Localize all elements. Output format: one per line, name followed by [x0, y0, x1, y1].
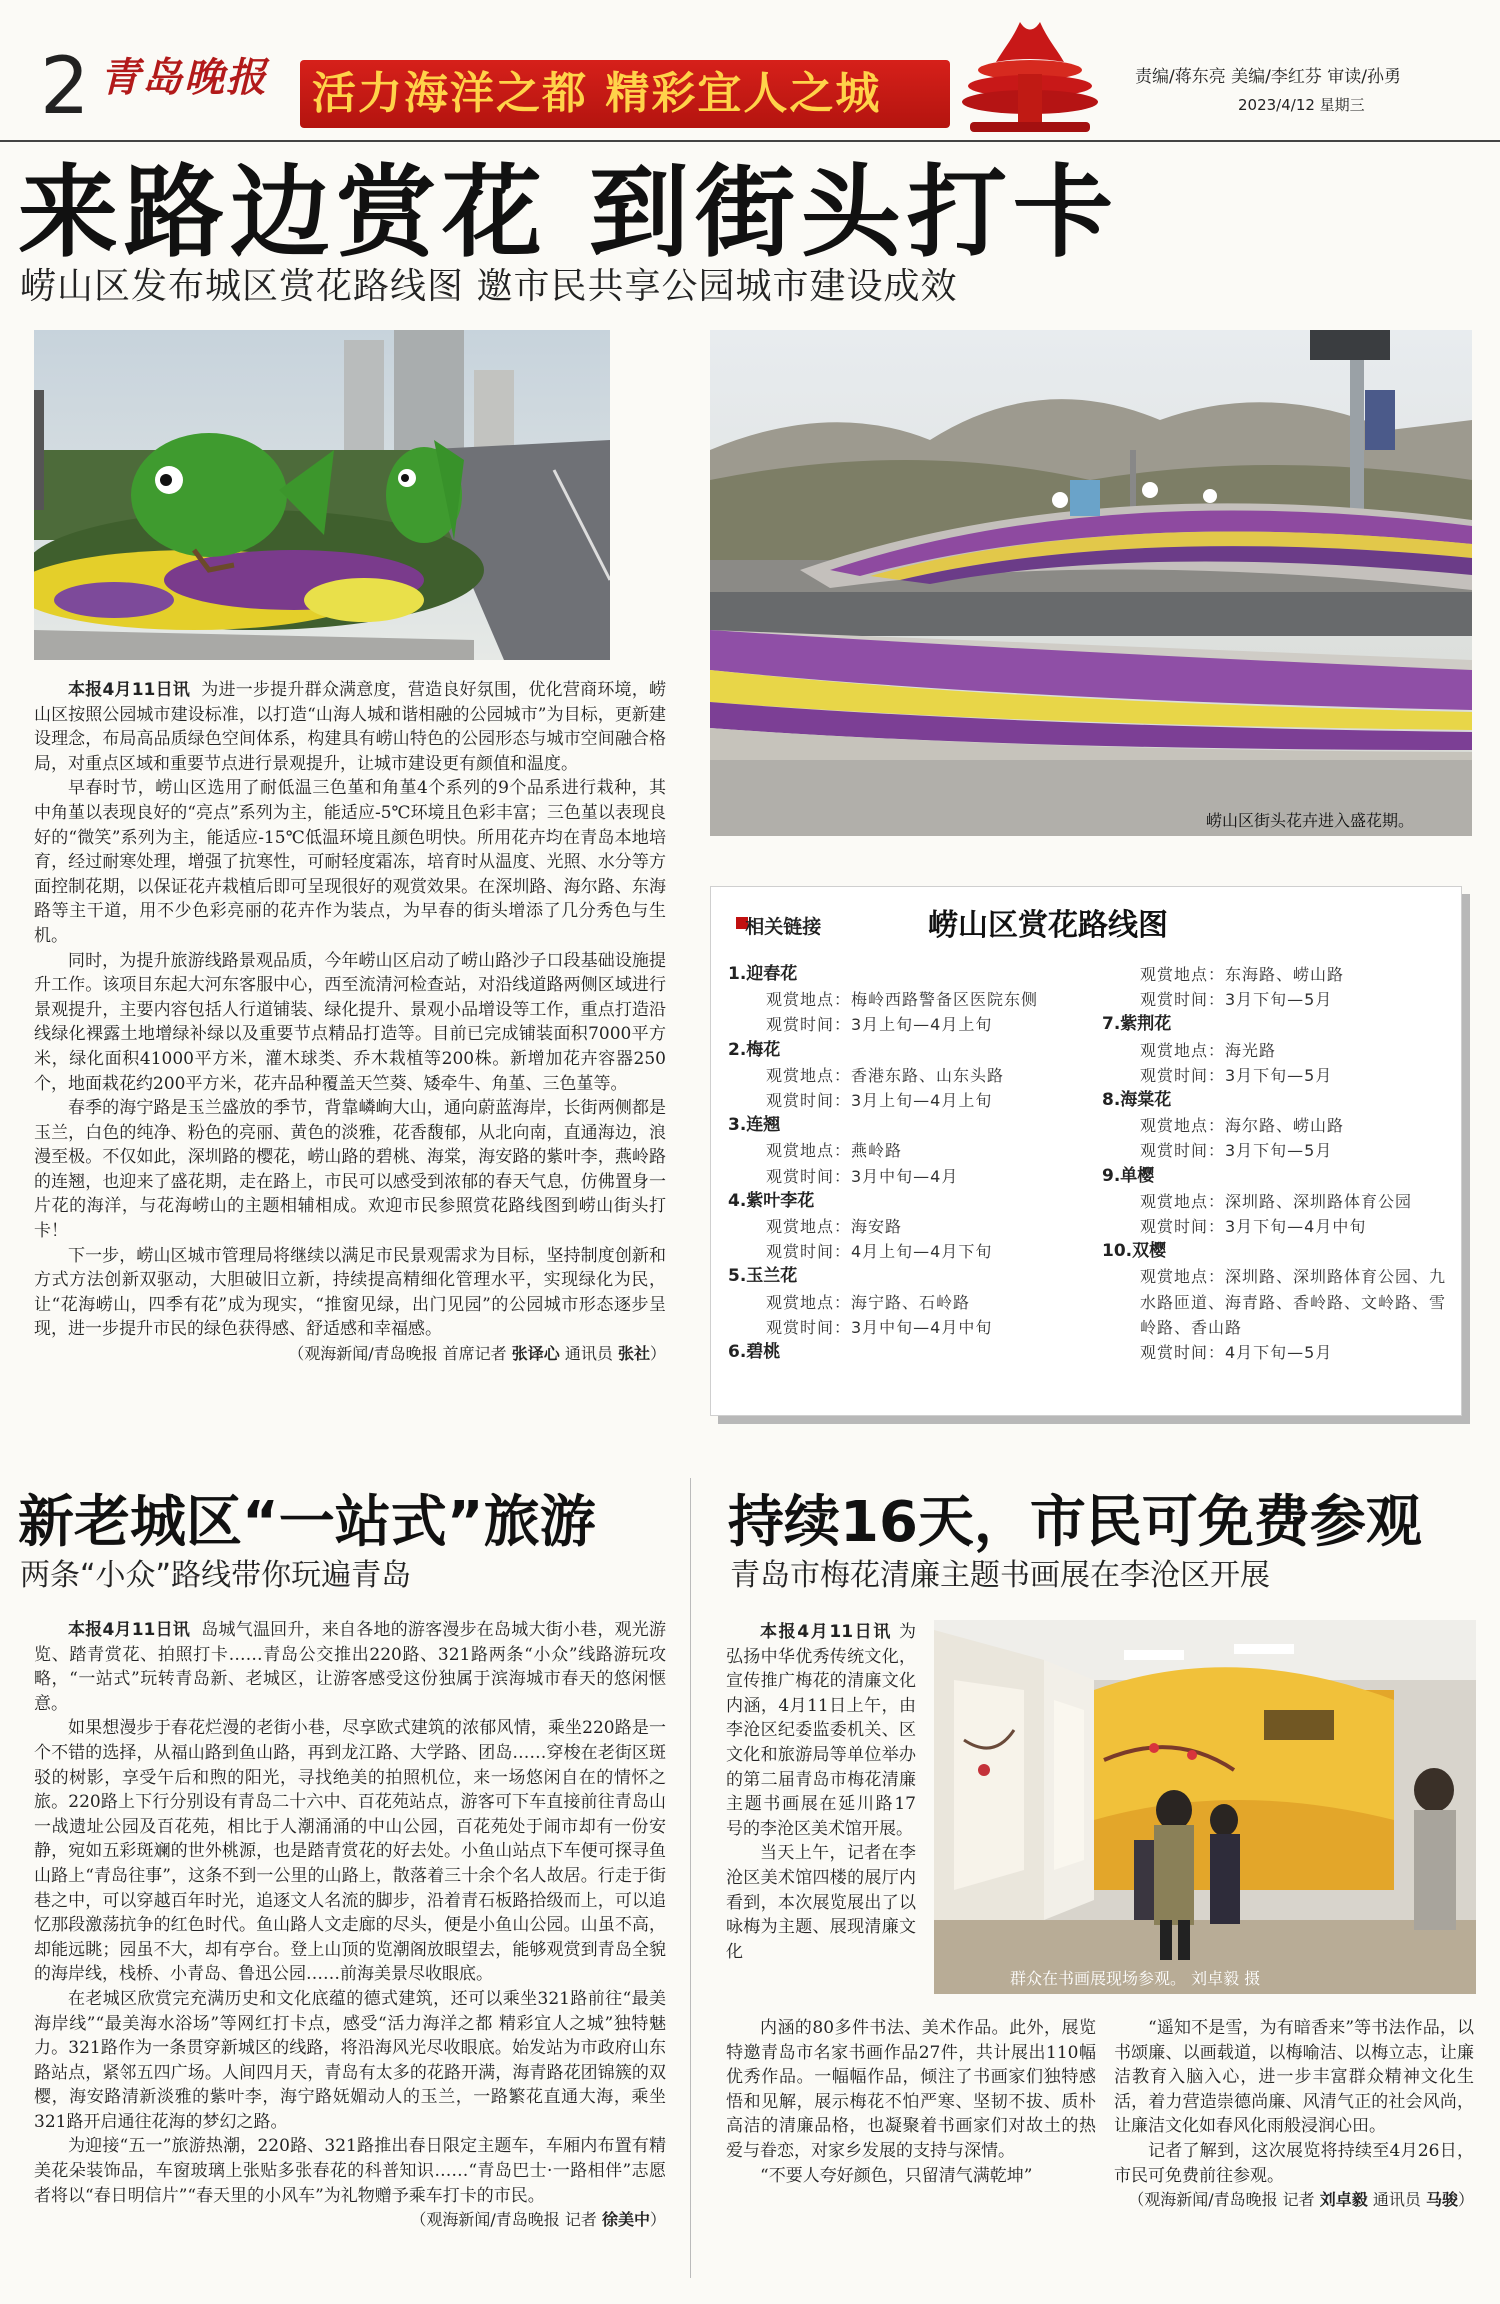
route-detail: 观赏时间：3月中旬—4月 [766, 1166, 959, 1186]
route-detail: 观赏时间：4月下旬—5月 [1140, 1343, 1333, 1363]
route-detail: 观赏地点：深圳路、深圳路体育公园 [1140, 1191, 1413, 1211]
story2-subheadline: 两条“小众”路线带你玩遍青岛 [20, 1558, 412, 1593]
route-detail: 观赏时间：3月下旬—5月 [1140, 1065, 1333, 1085]
route-list-left [728, 962, 1068, 1365]
photo2-caption: 崂山区街头花卉进入盛花期。 [1206, 811, 1415, 830]
route-flower-name: 9.单樱 [1102, 1165, 1155, 1186]
route-detail: 观赏时间：3月中旬—4月中旬 [766, 1317, 993, 1337]
route-flower-name: 7.紫荆花 [1102, 1014, 1172, 1035]
route-item [1102, 1088, 1450, 1164]
story3-paragraph: 内涵的80多件书法、美术作品。此外，展览特邀青岛市名家书画作品27件，共计展出110幅优秀作品。一幅幅作品，倾注了书画家们独特感悟和见解，展示梅花不怕严寒、坚韧不拔、质朴高洁的清廉品格，也凝聚着书画家们对故土的热爱与眷恋，对家乡发展的支持与深情。 [726, 2018, 1096, 2161]
masthead-rule [0, 140, 1500, 142]
route-detail: 观赏地点：海尔路、崂山路 [1140, 1116, 1345, 1136]
lead-article-body [34, 678, 666, 1418]
story3-paragraph: “不要人夸好颜色，只留清气满乾坤” [760, 2165, 1033, 2186]
route-detail: 观赏地点：香港东路、山东头路 [766, 1065, 1005, 1085]
route-flower-name: 1.迎春花 [728, 964, 798, 984]
route-item [728, 962, 1068, 1038]
story2-paragraph: 岛城气温回升，来自各地的游客漫步在岛城大街小巷，观光游览、踏青赏花、拍照打卡……青岛公交推出220路、321路两条“小众”线路游玩攻略，“一站式”玩转青岛新、老城区，让游客感受这份独属于滨海城市春天的悠闲惬意。 [34, 1620, 666, 1714]
lead-paragraph: 同时，为提升旅游线路景观品质，今年崂山区启动了崂山路沙子口段基础设施提升工作。该项目东起大河东客服中心，西至流清河检查站，对沿线道路两侧区域进行景观提升，主要内容包括人行道铺装、绿化提升、景观小品增设等工作，重点打造沿线绿化裸露土地增绿补绿以及重要节点精品打造等。目前已完成铺装面积7000平方米，绿化面积41000平方米，灌木球类、乔木栽植等200株。新增加花卉容器250个，地面栽花约200平方米，花卉品种覆盖天竺葵、矮牵牛、角堇、三色堇等。 [34, 950, 666, 1094]
route-item [728, 1038, 1068, 1114]
route-detail: 观赏地点：梅岭西路警备区医院东侧 [766, 990, 1039, 1010]
route-detail: 观赏地点：海宁路、石岭路 [766, 1292, 971, 1312]
route-item [728, 1264, 1068, 1340]
route-detail: 观赏时间：3月上旬—4月上旬 [766, 1091, 993, 1111]
lead-byline: （观海新闻/青岛晚报 首席记者 张译心 通讯员 张社） [288, 1344, 666, 1364]
story3-paragraph: “遥知不是雪，为有暗香来”等书法作品，以书颂廉、以画载道，以梅喻洁、以梅立志，让廉洁教育入脑入心，进一步丰富群众精神文化生活，着力营造崇德尚廉、风清气正的社会风尚，让廉洁文化如春风化雨般浸润心田。 [1114, 2018, 1474, 2137]
route-detail: 观赏时间：3月下旬—5月 [1140, 1141, 1333, 1161]
story2-byline: （观海新闻/青岛晚报 记者 徐美中） [410, 2210, 666, 2230]
story3-paragraph: 记者了解到，这次展览将持续至4月26日，市民可免费前往参观。 [1114, 2140, 1474, 2186]
exhibition-photo [934, 1620, 1476, 1994]
story3-paragraph: 为弘扬中华优秀传统文化，宣传推广梅花的清廉文化内涵，4月11日上午，由李沧区纪委监委机关、区文化和旅游局等单位举办的第二届青岛市梅花清廉主题书画展在延川路17号的李沧区美术馆开展。 [726, 1622, 916, 1839]
route-item [1102, 1012, 1450, 1088]
route-detail: 观赏地点：海光路 [1140, 1040, 1277, 1060]
fish-topiary-photo [34, 330, 610, 660]
lead-paragraph: 早春时节，崂山区选用了耐低温三色堇和角堇4个系列的9个品系进行栽种，其中角堇以表现良好的“亮点”系列为主，能适应-5℃环境且色彩丰富；三色堇以表现良好的“微笑”系列为主，能适应-15℃低温环境且颜色明快。所用花卉均在青岛本地培育，经过耐寒处理，增强了抗寒性，可耐轻度霜冻，培育时从温度、光照、水分等方面控制花期，以保证花卉栽植后即可呈现很好的观赏效果。在深圳路、海尔路、东海路等主干道，用不少色彩亮丽的花卉作为装点，为早春的街头增添了几分秀色与生机。 [34, 778, 666, 946]
route-flower-name: 2.梅花 [728, 1039, 781, 1060]
route-item [1102, 1164, 1450, 1240]
route-flower-name: 6.碧桃 [728, 1342, 781, 1363]
route-item [1102, 1239, 1450, 1365]
related-links-label: 相关链接 [745, 916, 822, 938]
exhibition-photo-caption: 群众在书画展现场参观。 刘卓毅 摄 [1010, 1969, 1261, 1988]
story3-dateline: 本报4月11日讯 [760, 1622, 892, 1642]
column-divider [690, 1478, 691, 2278]
street-flowers-photo [710, 330, 1472, 836]
route-detail: 观赏时间：3月上旬—4月上旬 [766, 1015, 993, 1035]
route-item [728, 1340, 1068, 1365]
story2-paragraph: 为迎接“五一”旅游热潮，220路、321路推出春日限定主题车，车厢内布置有精美花朵装饰品，车窗玻璃上张贴多张春花的科普知识……“青岛巴士·一路相伴”志愿者将以“春日明信片”“春天里的小风车”为礼物赠予乘车打卡的市民。 [34, 2136, 666, 2206]
story3-paragraph: 当天上午，记者在李沧区美术馆四楼的展厅内看到，本次展览展出了以咏梅为主题、展现清廉文化 [726, 1843, 916, 1962]
route-detail: 观赏地点：深圳路、深圳路体育公园、九水路匝道、海青路、香岭路、文岭路、雪岭路、香山路 [1140, 1267, 1447, 1337]
route-item [728, 1113, 1068, 1189]
route-flower-name: 3.连翘 [728, 1115, 781, 1136]
issue-date: 2023/4/12 星期三 [1238, 96, 1365, 114]
route-flower-name: 5.玉兰花 [728, 1266, 798, 1287]
paper-name: 青岛晚报 [100, 54, 268, 101]
route-flower-name: 10.双樱 [1102, 1241, 1167, 1262]
story3-body-column3 [1114, 2016, 1474, 2278]
story2-paragraph: 在老城区欣赏完充满历史和文化底蕴的德式建筑，还可以乘坐321路前往“最美海岸线”“最美海水浴场”等网红打卡点，感受“活力海洋之都 精彩宜人之城”独特魅力。321路作为一条贯穿新城区的线路，将沿海风光尽收眼底。始发站为市政府山东路站点，紧邻五四广场。人间四月天，青岛有太多的花路开满，海青路花团锦簇的双樱，海安路清新淡雅的紫叶李，海宁路妩媚动人的玉兰，一路繁花直通大海，乘坐321路开启通往花海的梦幻之路。 [34, 1988, 666, 2132]
lead-paragraph: 下一步，崂山区城市管理局将继续以满足市民景观需求为目标，坚持制度创新和方式方法创新双驱动，大胆破旧立新，持续提高精细化管理水平，实现绿化为民，让“花海崂山，四季有花”成为现实，“推窗见绿，出门见园”的公园城市形态逐步呈现，进一步提升市民的绿色获得感、舒适感和幸福感。 [34, 1245, 666, 1340]
story3-body-column2 [726, 2016, 1096, 2276]
story2-headline: 新老城区“一站式”旅游 [18, 1490, 596, 1555]
route-list-right [1102, 962, 1450, 1365]
route-detail: 观赏地点：东海路、崂山路 [1140, 965, 1345, 984]
lead-dateline: 本报4月11日讯 [68, 680, 191, 700]
route-detail: 观赏地点：海安路 [766, 1217, 903, 1237]
lead-paragraph: 为进一步提升群众满意度，营造良好氛围，优化营商环境，崂山区按照公园城市建设标准，以打造“山海人城和谐相融的公园城市”为目标，更新建设理念，布局高品质绿色空间体系，构建具有崂山特色的公园形态与城市空间融合格局，对重点区域和重要节点进行景观提升，让城市建设更有颜值和温度。 [34, 680, 666, 774]
route-detail: 观赏时间：4月上旬—4月下旬 [766, 1242, 993, 1262]
story2-dateline: 本报4月11日讯 [68, 1620, 191, 1640]
page-number: 2 [40, 42, 90, 132]
slogan-banner-text: 活力海洋之都 精彩宜人之城 [312, 68, 882, 119]
related-links-title: 崂山区赏花路线图 [928, 908, 1168, 943]
story3-subheadline: 青岛市梅花清廉主题书画展在李沧区开展 [730, 1558, 1270, 1593]
route-detail: 观赏时间：3月下旬—5月 [1140, 990, 1333, 1010]
story3-byline: （观海新闻/青岛晚报 记者 刘卓毅 通讯员 马骏） [1128, 2190, 1474, 2210]
lead-paragraph: 春季的海宁路是玉兰盛放的季节，背靠嶙峋大山，通向蔚蓝海岸，长街两侧都是玉兰，白色的纯净、粉色的亮丽、黄色的淡雅，花香馥郁，从北向南，直通海边，浪漫至极。不仅如此，深圳路的樱花，崂山路的碧桃、海棠，海安路的紫叶李，燕岭路的连翘，也迎来了盛花期，走在路上，市民可以感受到浓郁的春天气息，仿佛置身一片花的海洋，与花海崂山的主题相辅相成。欢迎市民参照赏花路线图到崂山街头打卡！ [34, 1098, 666, 1242]
editor-credits: 责编/蒋东亮 美编/李红芬 审读/孙勇 [1135, 67, 1401, 87]
route-flower-name: 8.海棠花 [1102, 1090, 1172, 1111]
route-detail: 观赏地点：燕岭路 [766, 1141, 903, 1161]
tower-logo-icon [960, 18, 1100, 136]
route-item [728, 1189, 1068, 1265]
story2-paragraph: 如果想漫步于春花烂漫的老街小巷，尽享欧式建筑的浓郁风情，乘坐220路是一个不错的选择，从福山路到鱼山路，再到龙江路、大学路、团岛……穿梭在老街区斑驳的树影，享受午后和煦的阳光，寻找绝美的拍照机位，来一场悠闲自在的情怀之旅。220路上下行分别设有青岛二十六中、百花苑站点，游客可下车直接前往青岛山一战遗址公园及百花苑，相比于人潮涌涌的中山公园，百花苑处于闹市却有一份安静，宛如五彩斑斓的世外桃源，也是踏青赏花的好去处。小鱼山站点下车便可探寻鱼山路上“青岛往事”，这条不到一公里的山路上，散落着三十余个名人故居。行走于街巷之中，可以穿越百年时光，追逐文人名流的脚步，沿着青石板路拾级而上，可以追忆那段激荡抗争的红色时代。鱼山路人文走廊的尽头，便是小鱼山公园。山虽不高，却能远眺；园虽不大，却有亭台。登上山顶的览潮阁放眼望去，能够观赏到青岛全貌的海岸线，栈桥、小青岛、鲁迅公园……前海美景尽收眼底。 [34, 1718, 666, 1985]
route-flower-name: 4.紫叶李花 [728, 1190, 815, 1211]
route-detail: 观赏时间：3月下旬—4月中旬 [1140, 1217, 1367, 1237]
route-item [1102, 962, 1450, 1012]
story3-headline: 持续16天，市民可免费参观 [728, 1490, 1422, 1555]
lead-subheadline: 崂山区发布城区赏花路线图 邀市民共享公园城市建设成效 [20, 266, 958, 307]
story2-body [34, 1618, 666, 2278]
lead-headline: 来路边赏花 到街头打卡 [18, 154, 1119, 271]
